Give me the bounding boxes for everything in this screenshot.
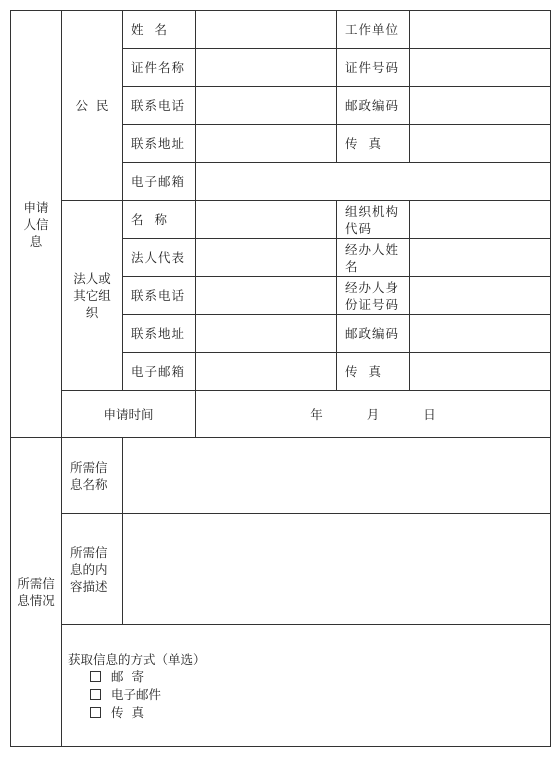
handler-id-field[interactable] <box>410 277 551 315</box>
retrieval-method-title: 获取信息的方式（单选） <box>68 652 206 667</box>
application-form-table <box>10 10 551 747</box>
year-label: 年 <box>310 406 323 422</box>
citizen-id-number-field[interactable] <box>410 49 551 87</box>
legal-email-field[interactable] <box>196 353 337 391</box>
citizen-address-field[interactable] <box>196 125 337 163</box>
info-name-field[interactable] <box>123 438 551 514</box>
citizen-email-field[interactable] <box>196 163 551 201</box>
info-name-label <box>62 438 123 514</box>
legal-org-code-field[interactable] <box>410 201 551 239</box>
email-checkbox[interactable] <box>90 689 101 700</box>
legal-rep-field[interactable] <box>196 239 337 277</box>
legal-postcode-label: 邮政编码 <box>337 315 410 353</box>
option-fax[interactable] <box>68 704 550 722</box>
info-section-label <box>11 438 62 747</box>
info-desc-field[interactable] <box>123 514 551 625</box>
citizen-name-text: 姓 名 <box>131 22 168 37</box>
citizen-work-unit-label: 工作单位 <box>337 11 410 49</box>
citizen-fax-label <box>337 125 410 163</box>
legal-org-code-text: 组织机构代码 <box>345 203 400 236</box>
legal-name-text: 名 称 <box>131 212 168 227</box>
legal-org-code-label <box>337 201 410 239</box>
legal-phone-label: 联系电话 <box>123 277 196 315</box>
option-mail-label: 邮 寄 <box>111 669 144 684</box>
apply-time-field[interactable] <box>196 391 551 438</box>
fax-checkbox[interactable] <box>90 707 101 718</box>
legal-address-field[interactable] <box>196 315 337 353</box>
citizen-fax-text: 传 真 <box>345 136 382 151</box>
citizen-email-label: 电子邮箱 <box>123 163 196 201</box>
citizen-label <box>62 11 123 201</box>
info-name-text: 所需信息名称 <box>70 459 108 492</box>
legal-fax-field[interactable] <box>410 353 551 391</box>
citizen-name-label <box>123 11 196 49</box>
citizen-phone-field[interactable] <box>196 87 337 125</box>
handler-name-field[interactable] <box>410 239 551 277</box>
applicant-section-text: 申请人信息 <box>23 199 49 249</box>
legal-postcode-field[interactable] <box>410 315 551 353</box>
citizen-id-number-label: 证件号码 <box>337 49 410 87</box>
retrieval-method-cell <box>62 625 551 747</box>
legal-fax-text: 传 真 <box>345 364 382 379</box>
option-mail[interactable] <box>68 668 550 686</box>
citizen-postcode-field[interactable] <box>410 87 551 125</box>
apply-time-label: 申请时间 <box>62 391 196 438</box>
citizen-postcode-label: 邮政编码 <box>337 87 410 125</box>
info-desc-label <box>62 514 123 625</box>
legal-name-label <box>123 201 196 239</box>
legal-email-label: 电子邮箱 <box>123 353 196 391</box>
legal-rep-label: 法人代表 <box>123 239 196 277</box>
citizen-work-unit-field[interactable] <box>410 11 551 49</box>
legal-fax-label <box>337 353 410 391</box>
info-desc-text: 所需信息的内容描述 <box>70 544 108 594</box>
applicant-section-label <box>11 11 62 438</box>
citizen-phone-label: 联系电话 <box>123 87 196 125</box>
legal-entity-label-text: 法人或其它组织 <box>73 271 111 320</box>
citizen-label-text: 公 民 <box>75 98 109 113</box>
citizen-address-label: 联系地址 <box>123 125 196 163</box>
option-fax-label: 传 真 <box>111 705 144 720</box>
citizen-name-field[interactable] <box>196 11 337 49</box>
info-section-text: 所需信息情况 <box>17 576 55 608</box>
day-label: 日 <box>423 406 436 422</box>
handler-name-text: 经办人姓名 <box>345 241 400 274</box>
citizen-fax-field[interactable] <box>410 125 551 163</box>
mail-checkbox[interactable] <box>90 671 101 682</box>
legal-entity-label <box>62 201 123 391</box>
option-email[interactable] <box>68 686 550 704</box>
citizen-id-type-label: 证件名称 <box>123 49 196 87</box>
handler-id-text: 经办人身份证号码 <box>345 279 400 312</box>
legal-name-field[interactable] <box>196 201 337 239</box>
citizen-id-type-field[interactable] <box>196 49 337 87</box>
legal-phone-field[interactable] <box>196 277 337 315</box>
option-email-label: 电子邮件 <box>111 687 162 702</box>
month-label: 月 <box>366 406 380 422</box>
handler-name-label <box>337 239 410 277</box>
legal-address-label: 联系地址 <box>123 315 196 353</box>
handler-id-label <box>337 277 410 315</box>
